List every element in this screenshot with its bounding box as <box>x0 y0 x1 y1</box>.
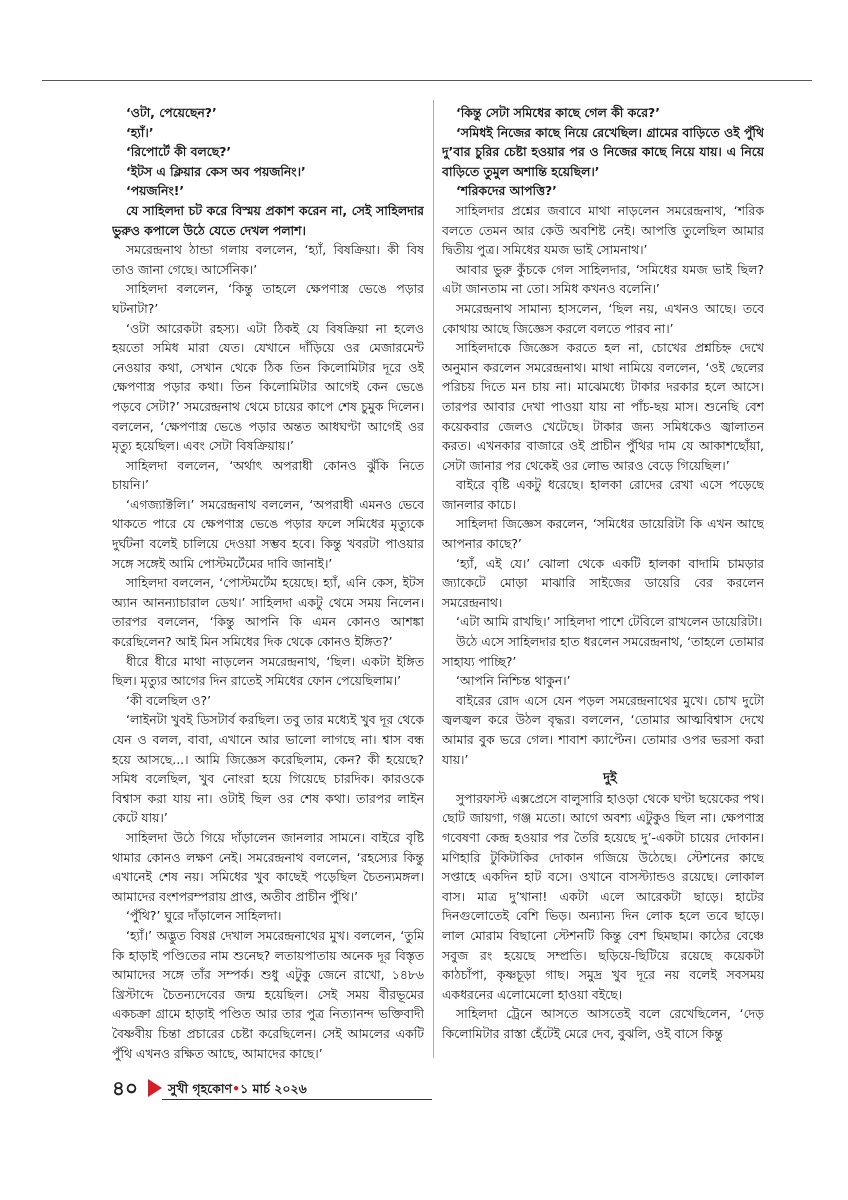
left-column <box>112 103 424 1063</box>
page-footer <box>112 1075 442 1103</box>
paragraph: ‘এগজ্যাক্টলি।’ সমরেন্দ্রনাথ বললেন, ‘অপরাধী এমনও ভেবে থাকতে পারে যে ক্ষেপণাস্ত্র ভেঙে পড়ার ফলে সমিধের মৃত্যুকে দুর্ঘটনা বলেই চালিয়ে দেওয়া সম্ভব হবে। কিন্তু খবরটা পাওয়ার সঙ্গে সঙ্গেই আমি পোস্টমর্টেমের দাবি জানাই।’ <box>112 496 424 571</box>
paragraph: ‘পয়জনিং!’ <box>126 183 185 199</box>
paragraph: সমরেন্দ্রনাথ ঠান্ডা গলায় বললেন, ‘হ্যাঁ, বিষক্রিয়া। কী বিষ তাও জানা গেছে। আর্সেনিক।’ <box>112 242 424 277</box>
paragraph: ‘হ্যাঁ।’ অদ্ভুত বিষণ্ণ দেখাল সমরেন্দ্রনাথের মুখ। বললেন, ‘তুমি কি হাড়াই পণ্ডিতের নাম শুনেছ? লতায়পাতায় অনেক দূর বিস্তৃত আমাদের সঙ্গে তাঁর সম্পর্ক। শুধু এটুকু জেনে রাখো, ১৪৮৬ খ্রিস্টাব্দে চৈতন্যদেবের জন্ম হয়েছিল। সেই সময় বীরভূমের একচক্রা গ্রামে হাড়াই পণ্ডিত আর তার পুত্র নিত্যানন্দ ভক্তিবাদী বৈষ্ণবীয় চিন্তা প্রচারের চেষ্টা করেছিলেন। সেই আমলের একটি পুঁথি এখনও রক্ষিত আছে, আমাদের কাছে।’ <box>112 927 424 1061</box>
paragraph: সাহিলদা উঠে গিয়ে দাঁড়ালেন জানলার সামনে। বাইরে বৃষ্টি থামার কোনও লক্ষণ নেই। সমরেন্দ্রনাথ বললেন, ‘রহস্যের কিন্তু এখানেই শেষ নয়। সমিধের খুব কাছেই পড়েছিল চৈতন্যমঙ্গল। আমাদের বংশপরম্পরায় প্রাপ্ত, অতীব প্রাচীন পুঁথি।’ <box>112 829 424 904</box>
paragraph: সাহিলদা ট্রেনে আসতে আসতেই বলে রেখেছিলেন, ‘দেড় কিলোমিটার রাস্তা হেঁটেই মেরে দেব, বুঝলি, ওই বাসে কিন্তু <box>442 1006 764 1041</box>
top-rule <box>42 80 812 81</box>
paragraph: ‘ওটা আরেকটা রহস্য। এটা ঠিকই যে বিষক্রিয়া না হলেও হয়তো সমিধ মারা যেত। যেখানে দাঁড়িয়ে ওর মেজারমেন্ট নেওয়ার কথা, সেখান থেকে ঠিক তিন কিলোমিটার দূরে ওই ক্ষেপণাস্ত্র পড়ার কথা। তিন কিলোমিটার আগেই কেন ভেঙে পড়বে সেটা?’ সমরেন্দ্রনাথ থেমে চায়ের কাপে শেষ চুমুক দিলেন। বললেন, ‘ক্ষেপণাস্ত্র ভেঙে পড়ার অন্তত আধঘণ্টা আগেই ওর মৃত্যু হয়েছিল। এবং সেটা বিষক্রিয়ায়।’ <box>112 320 424 454</box>
paragraph: ‘হ্যাঁ, এই যে।’ ঝোলা থেকে একটি হালকা বাদামি চামড়ার জ্যাকেটে মোড়া মাঝারি সাইজের ডায়েরি বের করলেন সমরেন্দ্রনাথ। <box>442 555 764 610</box>
paragraph: সাহিলদাকে জিজ্ঞেস করতে হল না, চোখের প্রশ্নচিহ্ন দেখে অনুমান করলেন সমরেন্দ্রনাথ। মাথা নামিয়ে বললেন, ‘ওই ছেলের পরিচয় দিতে মন চায় না। মাঝেমধ্যে টাকার দরকার হলে আসে। তারপর আবার দেখা পাওয়া যায় না পাঁচ-ছয় মাস। শুনেছি বেশ কয়েকবার জেলও খেটেছে। টাকার জন্য সমিধকেও জ্বালাতন করত। এখনকার বাজারে ওই প্রাচীন পুঁথির দাম যে আকাশছোঁয়া, সেটা জানার পর থেকেই ওর লোভ আরও বেড়ে গিয়েছিল।’ <box>442 340 764 473</box>
paragraph: সাহিলদা জিজ্ঞেস করলেন, ‘সমিধের ডায়েরিটা কি এখন আছে আপনার কাছে?’ <box>442 516 764 552</box>
paragraph: যে সাহিলদা চট করে বিস্ময় প্রকাশ করেন না, সেই সাহিলদার ভুরুও কপালে উঠে যেতে দেখল পলাশ। <box>112 202 424 238</box>
paragraph: সাহিলদা বললেন, ‘অর্থাৎ অপরাধী কোনও ঝুঁকি নিতে চায়নি।’ <box>112 457 424 493</box>
paragraph: সাহিলদা বললেন, ‘পোস্টমর্টেম হয়েছে। হ্যাঁ, এনি কেস, ইটস অ্যান আনন্যাচারাল ডেথ।’ সাহিলদা একটু থেমে সময় নিলেন। তারপর বললেন, ‘কিন্তু আপনি কি এমন কোনও আশঙ্কা করেছিলেন? আই মিন সমিধের দিক থেকে কোনও ইঙ্গিত?’ <box>112 575 424 650</box>
paragraph: ধীরে ধীরে মাথা নাড়লেন সমরেন্দ্রনাথ, ‘ছিল। একটা ইঙ্গিত ছিল। মৃত্যুর আগের দিন রাতেই সমিধের ফোন পেয়েছিলাম।’ <box>112 653 424 689</box>
separator-dot: • <box>232 1081 241 1096</box>
paragraph: সাহিলদার প্রশ্নের জবাবে মাথা নাড়লেন সমরেন্দ্রনাথ, ‘শরিক বলতে তেমন আর কেউ অবশিষ্ট নেই। আপত্তি তুলেছিল আমার দ্বিতীয় পুত্র। সমিধের যমজ ভাই সোমনাথ।’ <box>442 202 764 258</box>
magazine-name: সুখী গৃহকোণ <box>168 1081 233 1096</box>
right-column <box>442 103 764 1063</box>
right-column-paragraphs <box>442 103 764 769</box>
page-number: ৪০ <box>112 1076 138 1100</box>
paragraph: উঠে এসে সাহিলদার হাত ধরলেন সমরেন্দ্রনাথ, ‘তাহলে তোমার সাহায্য পাচ্ছি?’ <box>442 634 764 669</box>
paragraph: বাইরের রোদ এসে যেন পড়ল সমরেন্দ্রনাথের মুখে। চোখ দুটো জ্বলজ্বল করে উঠল বৃদ্ধর। বললেন, ‘তোমার আত্মবিশ্বাস দেখে আমার বুক ভরে গেল। শাবাশ ক্যাপ্টেন। তোমার ওপর ভরসা করা যায়।’ <box>442 692 764 767</box>
footer-rule <box>162 1099 432 1100</box>
paragraph: ‘শরিকদের আপত্তি?’ <box>456 183 557 199</box>
column-divider <box>433 100 434 1058</box>
chevron-right-icon <box>148 1079 162 1097</box>
paragraph: ‘পুঁথি?’ ঘুরে দাঁড়ালেন সাহিলদা। <box>126 908 282 924</box>
paragraph: ‘ওটা, পেয়েছেন?’ <box>126 105 217 120</box>
section-heading: দুই <box>603 771 617 787</box>
paragraph: সুপারফাস্ট এক্সপ্রেসে বালুসারি হাওড়া থেকে ঘণ্টা ছয়েকের পথ। ছোট জায়গা, গঞ্জ মতো। আগে অবশ্য এটুকুও ছিল না। ক্ষেপণাস্ত্র গবেষণা কেন্দ্র হওয়ার পর তৈরি হয়েছে দু’-একটা চায়ের দোকান। মণিহারি টুকিটাকির দোকান গজিয়ে উঠেছে। স্টেশনের কাছে সপ্তাহে একদিন হাট বসে। ওখানে বাসস্ট্যান্ডও রয়েছে। লোকাল বাস। মাত্র দু’খানা! একটা এলে আরেকটা ছাড়ে। হাটের দিনগুলোতেই বেশি ভিড়। অন্যান্য দিন লোক হলে তবে ছাড়ে। লাল মোরাম বিছানো স্টেশনটি কিন্তু বেশ ছিমছাম। কাঠের বেঞ্চে সবুজ রং হয়েছে সম্প্রতি। ছড়িয়ে-ছিটিয়ে রয়েছে কয়েকটা কাঠচাঁপা, কৃষ্ণচূড়া গাছ। সমুদ্র খুব দূরে নয় বলেই সবসময় একধরনের এলোমেলো হাওয়া বইছে। <box>442 790 764 1002</box>
paragraph: ‘হ্যাঁ।’ <box>126 124 154 140</box>
paragraph: ‘লাইনটা খুবই ডিসটার্ব করছিল। তবু তার মধ্যেই খুব দূর থেকে যেন ও বলল, বাবা, এখানে আর ভালো লাগছে না। শ্বাস বন্ধ হয়ে আসছে...। আমি জিজ্ঞেস করেছিলাম, কেন? কী হয়েছে? সমিধ বলেছিল, খুব নোংরা হয়ে গিয়েছে চারদিক। কারওকে বিশ্বাস করা যায় না। ওটাই ছিল ওর শেষ কথা। তারপর লাইন কেটে যায়।’ <box>112 712 424 826</box>
paragraph: আবার ভুরু কুঁচকে গেল সাহিলদার, ‘সমিধের যমজ ভাই ছিল? এটা জানতাম না তো। সমিধ কখনও বলেনি।’ <box>442 261 764 297</box>
paragraph: বাইরে বৃষ্টি একটু ধরেছে। হালকা রোদের রেখা এসে পড়েছে জানলার কাচে। <box>442 477 764 512</box>
paragraph: সমরেন্দ্রনাথ সামান্য হাসলেন, ‘ছিল নয়, এখনও আছে। তবে কোথায় আছে জিজ্ঞেস করলে বলতে পারব না।’ <box>442 300 764 336</box>
magazine-line <box>168 1081 307 1097</box>
issue-date: ১ মার্চ ২০২৬ <box>240 1081 307 1096</box>
paragraph: ‘আপনি নিশ্চিন্ত থাকুন।’ <box>456 673 571 689</box>
paragraph: ‘এটা আমি রাখছি।’ সাহিলদা পাশে টেবিলে রাখলেন ডায়েরিটা। <box>456 614 763 630</box>
paragraph: ‘রিপোর্টে কী বলছে?’ <box>126 144 232 160</box>
paragraph: সাহিলদা বললেন, ‘কিন্তু তাহলে ক্ষেপণাস্ত্র ভেঙে পড়ার ঘটনাটা?’ <box>112 281 424 316</box>
section-two-paragraphs <box>442 789 764 1044</box>
paragraph: ‘কী বলেছিল ও?’ <box>126 692 212 708</box>
paragraph: ‘কিন্তু সেটা সমিধের কাছে গেল কী করে?’ <box>456 105 660 120</box>
paragraph: ‘সমিধই নিজের কাছে নিয়ে রেখেছিল। গ্রামের বাড়িতে ওই পুঁথি দু’বার চুরির চেষ্টা হওয়ার পর ও নিজের কাছে নিয়ে যায়। এ নিয়ে বাড়িতে তুমুল অশান্তি হয়েছিল।’ <box>442 124 764 179</box>
paragraph: ‘ইটস এ ক্লিয়ার কেস অব পয়জনিং।’ <box>126 163 306 179</box>
